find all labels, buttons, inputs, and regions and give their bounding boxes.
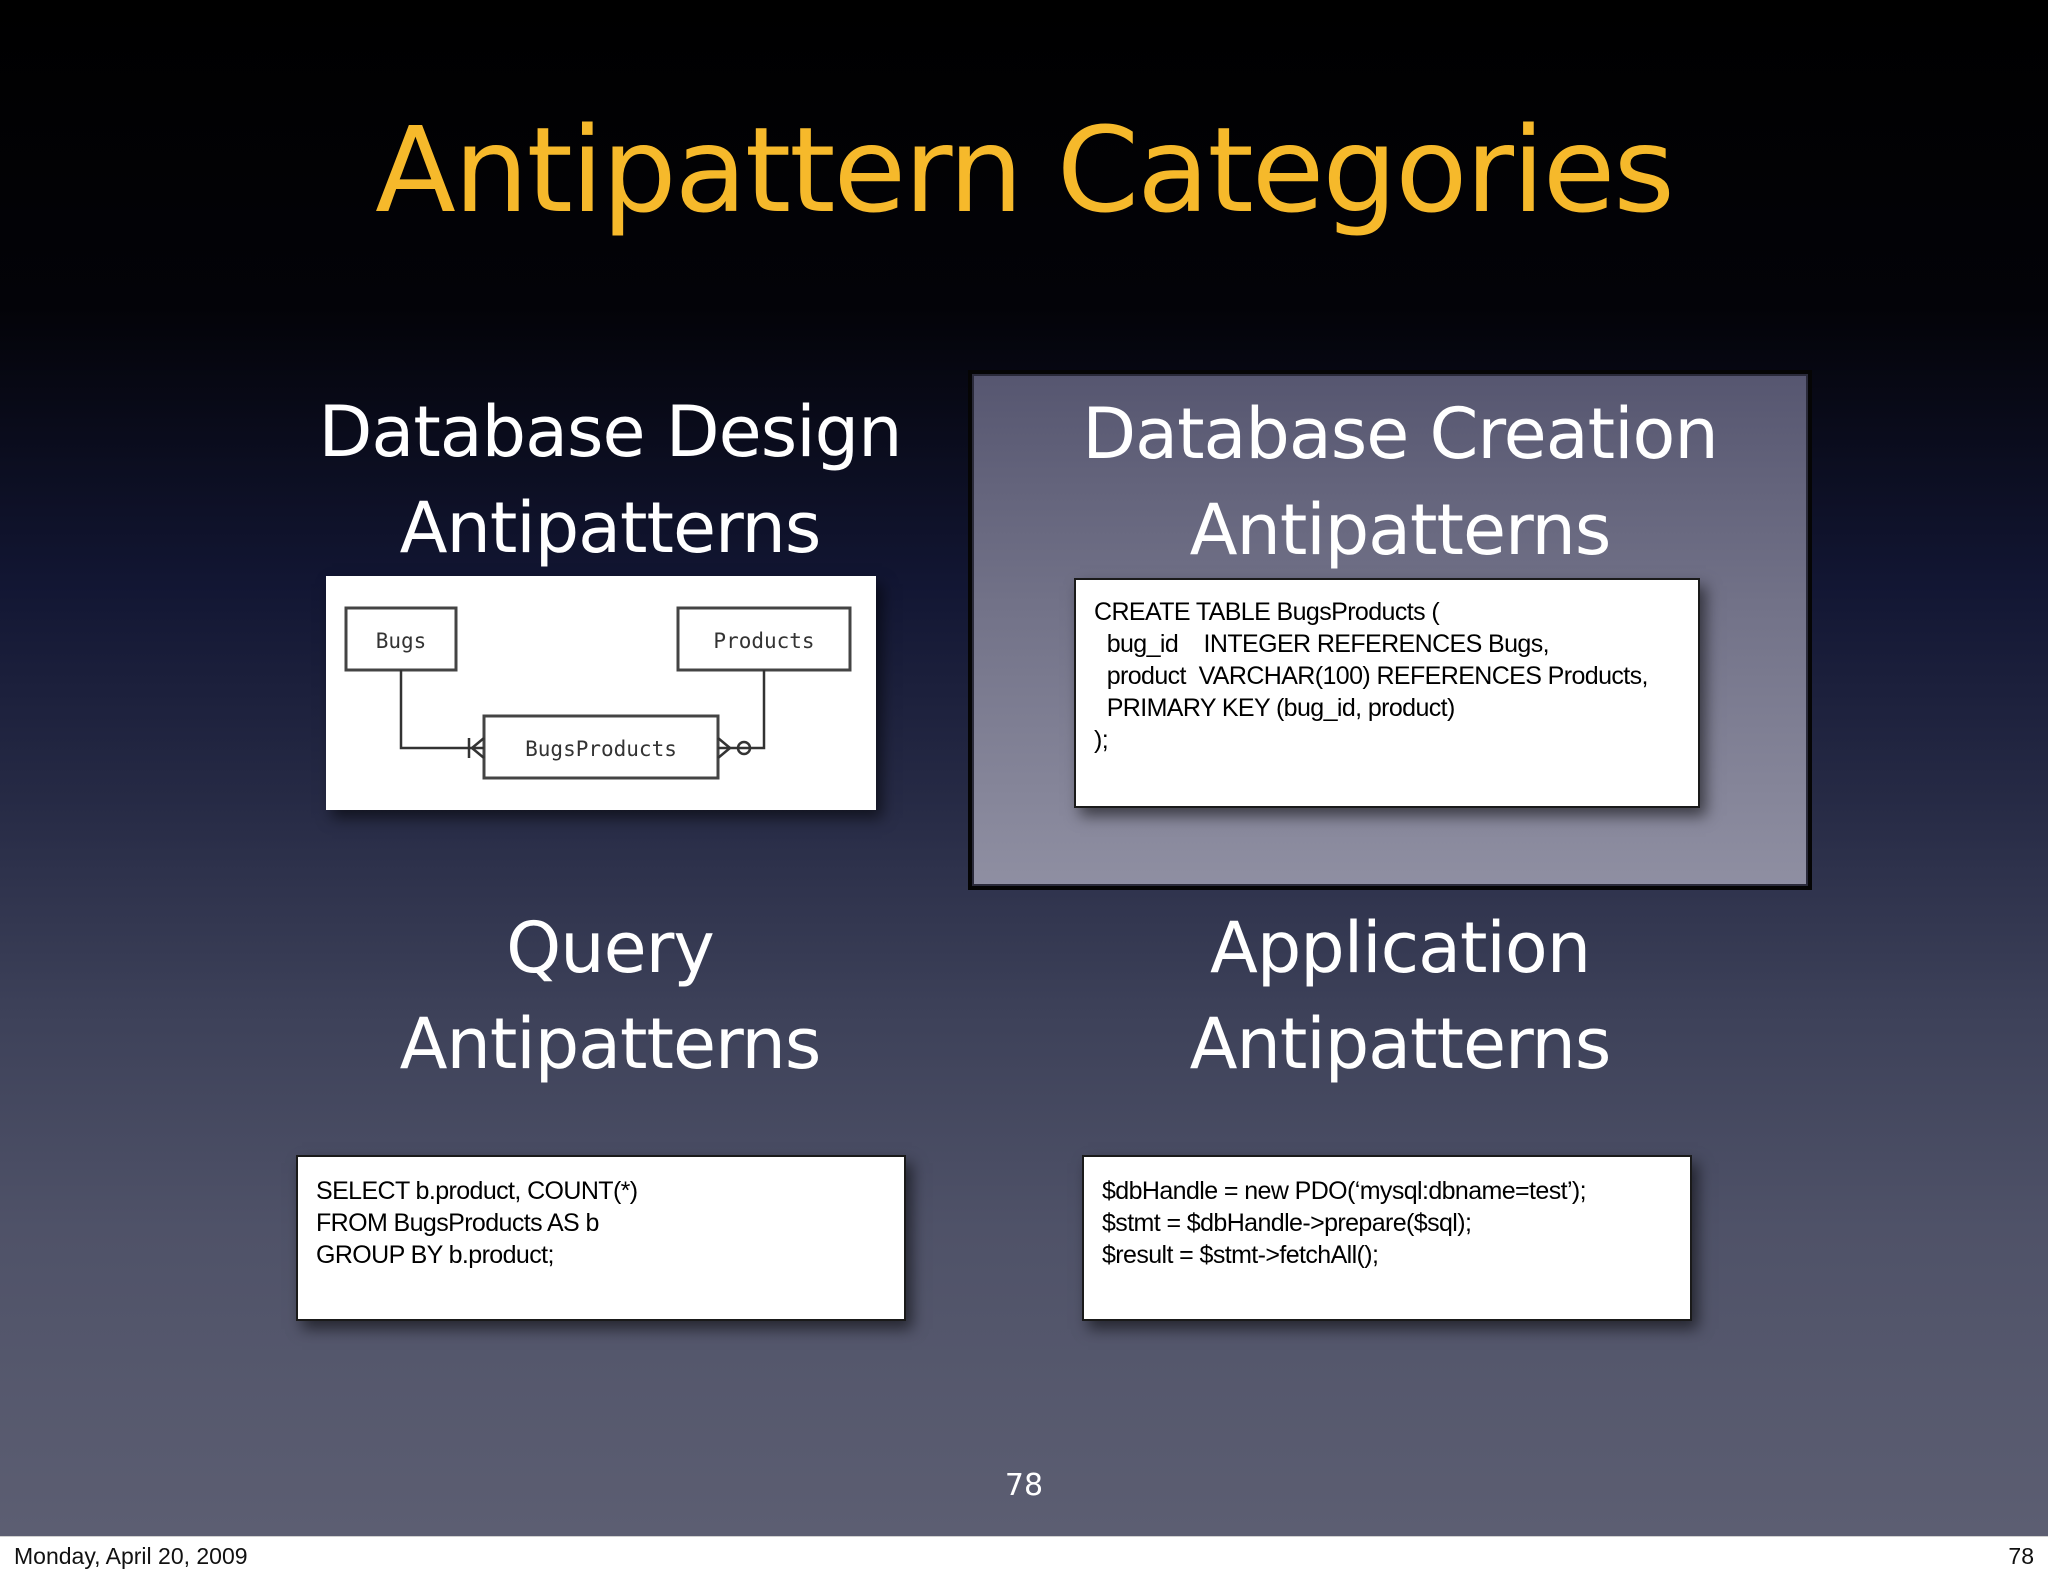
heading-line: Application: [1209, 907, 1591, 989]
php-code-box: [1082, 1155, 1692, 1321]
heading-query: [290, 900, 930, 1092]
heading-line: Antipatterns: [1189, 1003, 1611, 1085]
entity-label: Products: [713, 629, 815, 653]
code-line: $stmt = $dbHandle->prepare($sql);: [1102, 1209, 1472, 1237]
heading-line: Query: [506, 907, 714, 989]
code-line: SELECT b.product, COUNT(*): [316, 1177, 638, 1205]
code-line: $result = $stmt->fetchAll();: [1102, 1241, 1379, 1269]
heading-line: Database Creation: [1082, 393, 1718, 475]
create-table-code-box: [1074, 578, 1700, 808]
heading-line: Antipatterns: [399, 1003, 821, 1085]
heading-line: Database Design: [318, 391, 902, 473]
entity-bugsproducts: [484, 716, 718, 778]
entity-label: BugsProducts: [525, 737, 677, 761]
entity-products: [678, 608, 850, 670]
code-line: bug_id INTEGER REFERENCES Bugs,: [1094, 630, 1549, 658]
entity-bugs: [346, 608, 456, 670]
code-line: );: [1094, 726, 1109, 754]
entity-label: Bugs: [375, 629, 427, 653]
slide-number: 78: [1004, 1468, 1044, 1503]
footer-date: Monday, April 20, 2009: [14, 1543, 248, 1569]
heading-application: [1000, 900, 1800, 1092]
slide-title: Antipattern Categories: [375, 101, 1673, 239]
code-line: $dbHandle = new PDO(‘mysql:dbname=test’);: [1102, 1177, 1586, 1205]
heading-line: Antipatterns: [1189, 489, 1611, 571]
code-line: product VARCHAR(100) REFERENCES Products,: [1094, 662, 1648, 690]
code-line: CREATE TABLE BugsProducts (: [1094, 598, 1440, 626]
er-diagram: [326, 576, 876, 810]
code-line: GROUP BY b.product;: [316, 1241, 554, 1269]
code-line: FROM BugsProducts AS b: [316, 1209, 599, 1237]
footer-page-number: 78: [2008, 1543, 2034, 1569]
heading-database-creation: [1000, 386, 1800, 578]
heading-database-design: [290, 384, 930, 576]
select-query-code-box: [296, 1155, 906, 1321]
heading-line: Antipatterns: [399, 487, 821, 569]
er-diagram-svg: [326, 576, 876, 810]
print-footer: [0, 1536, 2048, 1576]
code-line: PRIMARY KEY (bug_id, product): [1094, 694, 1455, 722]
